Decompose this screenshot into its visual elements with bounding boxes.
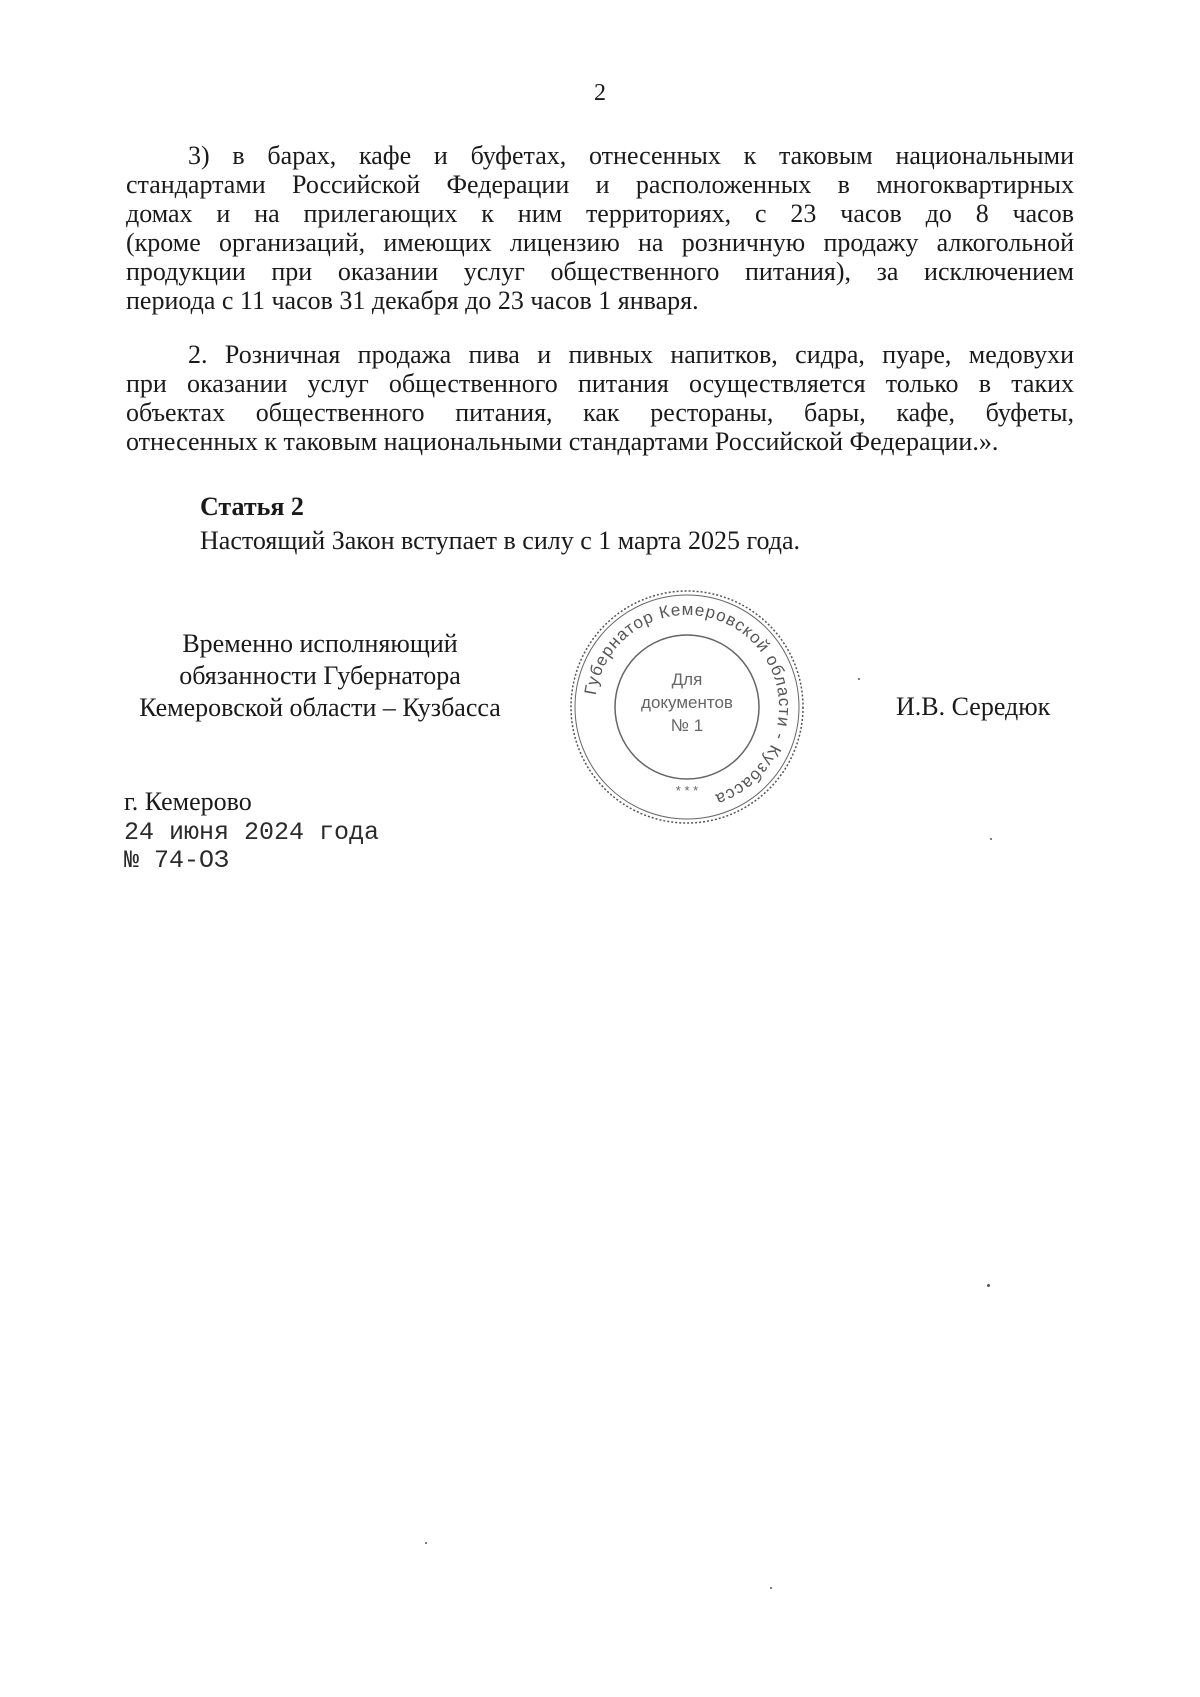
signer-name: И.В. Середюк <box>896 692 1051 721</box>
seal-inner-text: Для <box>671 670 703 689</box>
law-number: № 74-ОЗ <box>124 846 230 875</box>
seal-stars: * * * <box>675 783 699 798</box>
paragraph-line: при оказании услуг общественного питания осуществляется только в таких <box>126 369 1074 398</box>
paragraph-last-line: периода с 11 часов 31 декабря до 23 часов 1 января. <box>126 286 699 315</box>
signer-title-line: Временно исполняющий <box>182 629 458 658</box>
page-number: 2 <box>594 80 606 106</box>
paragraph-line: стандартами Российской Федерации и расположенных в многоквартирных <box>126 170 1074 199</box>
paragraph-line: 3) в барах, кафе и буфетах, отнесенных к таковым национальными <box>188 141 1074 170</box>
article-2-text: Настоящий Закон вступает в силу с 1 марта 2025 года. <box>200 526 800 555</box>
seal-outer-text: Губернатор Кемеровской области - Кузбасса <box>580 599 795 810</box>
scan-speck <box>858 678 860 680</box>
signer-title-line: обязанности Губернатора <box>179 661 461 690</box>
paragraph-line: 2. Розничная продажа пива и пивных напитков, сидра, пуаре, медовухи <box>188 340 1074 369</box>
paragraph-last-line: отнесенных к таковым национальными стандартами Российской Федерации.». <box>126 427 999 456</box>
scan-speck <box>987 1284 990 1287</box>
item-3-paragraph <box>126 141 1074 286</box>
seal-inner-text: № 1 <box>670 716 704 735</box>
paragraph-line: объектах общественного питания, как рестораны, бары, кафе, буфеты, <box>126 398 1074 427</box>
paragraph-line: продукции при оказании услуг общественного питания), за исключением <box>126 257 1074 286</box>
place-of-signing: г. Кемерово <box>124 787 252 816</box>
signer-title <box>110 628 530 724</box>
scan-speck <box>770 1587 772 1589</box>
article-2-heading: Статья 2 <box>200 492 304 521</box>
clause-2-paragraph <box>126 340 1074 427</box>
official-seal <box>567 587 807 827</box>
scan-speck <box>425 1542 427 1544</box>
seal-inner-text: документов <box>641 693 733 712</box>
signer-title-line: Кемеровской области – Кузбасса <box>139 693 501 722</box>
law-date: 24 июня 2024 года <box>124 818 380 847</box>
paragraph-line: (кроме организаций, имеющих лицензию на розничную продажу алкогольной <box>126 228 1074 257</box>
paragraph-line: домах и на прилегающих к ним территориях, с 23 часов до 8 часов <box>126 199 1074 228</box>
scan-speck <box>990 838 992 840</box>
